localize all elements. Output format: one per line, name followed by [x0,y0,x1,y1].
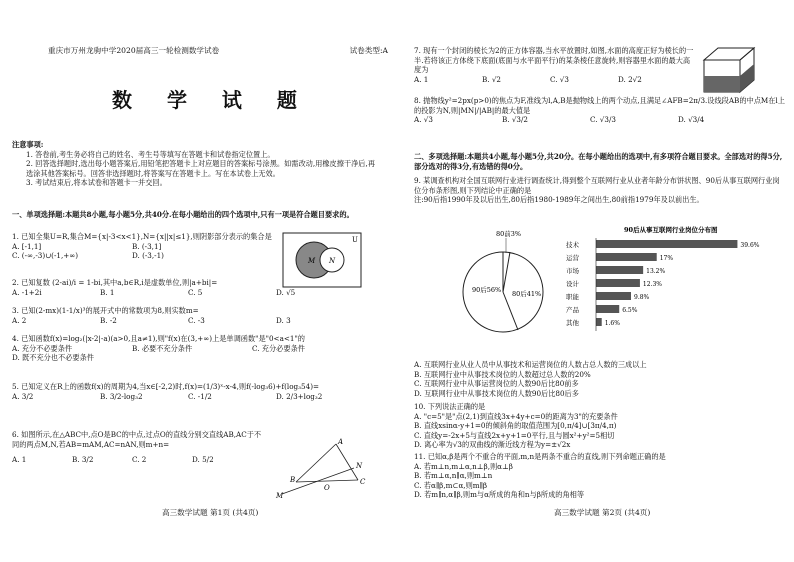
bar [596,305,619,313]
bar-category-label: 设计 [566,280,579,288]
question-text: 11. 已知α,β是两个不重合的平面,m,n是两条不重合的直线,则下列命题正确的是 [414,452,666,461]
option: B. 3/2 [72,455,94,465]
question-11 [414,452,786,500]
bar-value-label: 39.6% [740,242,760,249]
option: A. 充分不必要条件 [12,343,73,353]
question-text: 7. 现有一个封闭的棱长为2的正方体容器,当水平放置时,如图,水面的高度正好为棱长的一半.若将该正方体绕下底面(底面与水平面平行)的某条棱任意旋转,则容器里水面的最大高度为 [414,46,694,75]
footer-page-2: 高三数学试题 第2页 (共4页) [554,508,651,517]
age-pie-chart [458,226,548,356]
option: B. 直线xsinα-y+1=0的倾斜角的取值范围为[0,π/4]∪[3π/4,π) [414,421,617,431]
section-2-heading: 二、多项选择题:本题共4小题,每小题5分,共20分。在每小题给出的选项中,有多项符合题目要求。全部选对的得5分,部分选对的得3分,有选错的得0分。 [414,152,783,171]
notice-item: 1. 答卷前,考生务必将自己的姓名、考生号等填写在答题卡和试卷指定位置上。 [26,149,275,159]
option: B. √2 [482,74,502,84]
label-m: M [276,492,284,498]
triangle-figure [274,438,374,498]
option: A. [-1,1] [12,241,42,251]
bar-value-label: 1.6% [604,320,620,327]
option: D. √5 [276,287,296,297]
paper-type: 试卷类型:A [349,46,388,55]
option: C. 5 [188,287,203,297]
option: B. √3/2 [502,115,528,125]
option: D. (-3,-1) [132,251,164,261]
bar [596,318,602,326]
bar [596,292,631,300]
chart-title: 90后从事互联网行业岗位分布图 [624,226,718,234]
question-4 [12,334,382,363]
bar-category-label: 职能 [566,293,579,301]
option: A. 3/2 [12,391,34,401]
question-7 [414,46,696,84]
option: D. 2√2 [618,74,642,84]
question-2 [12,278,382,297]
bar-category-label: 技术 [566,241,579,249]
question-text: 8. 抛物线y²=2px(p>0)的焦点为F,准线为l,A,B是抛物线上的两个动点,且满足∠AFB=2π/3.设线段AB的中点M在l上的投影为N,则|MN|/|AB|的最大值是 [414,96,785,115]
job-bar-chart [564,226,794,338]
option: D. 若m∥n,α∥β,则m与α所成的角和n与β所成的角相等 [414,490,585,500]
footer-page-1: 高三数学试题 第1页 (共4页) [162,508,259,517]
question-5 [12,382,382,401]
page-2 [414,0,794,562]
notice-item: 3. 考试结束后,将本试卷和答题卡一并交回。 [26,178,167,188]
option: D. 既不充分也不必要条件 [12,353,94,363]
venn-label-n: N [329,257,336,265]
question-text: 1. 已知全集U=R,集合M={x|-3<x<1},N={x||x|≤1},则阴影部分表示的集合是 [12,232,272,241]
option: B. 必要不充分条件 [132,343,193,353]
option: D. 互联网行业中从事技术岗位的人数90后比80后多 [414,388,579,398]
pie-label-90s: 90后56% [472,286,502,294]
bar [596,266,643,274]
bar-category-label: 运营 [566,254,579,262]
notice-heading: 注意事项: [12,140,44,149]
page-title: 数 学 试 题 [112,88,311,112]
option: A. √3 [414,115,433,125]
option: A. 互联网行业从业人员中从事技术和运营岗位的人数占总人数的三成以上 [414,360,647,369]
option: C. -1/2 [188,391,212,401]
bar-category-label: 产品 [566,306,579,314]
bar-value-label: 6.5% [622,307,638,314]
label-o: O [324,484,330,492]
pie-label-80s: 80后41% [512,290,542,298]
option: C. √3 [550,74,569,84]
option: C. 互联网行业中从事运营岗位的人数90后比80前多 [414,379,579,389]
option: B. -2 [100,315,117,325]
option: C. 充分必要条件 [252,343,305,353]
venn-label-u: U [352,236,358,244]
option: B. 若m⊥α,n∥α,则m⊥n [414,471,493,481]
option: A. -1+2i [12,287,42,297]
question-8 [414,96,786,125]
cube-figure [700,46,760,94]
notice-item: 2. 回答选择题时,选出每小题答案后,用铅笔把答题卡上对应题目的答案标号涂黑。如需改动,用橡皮擦干净后,再选涂其他答案标号。回答非选择题时,将答案写在答题卡上。写在本试卷上无效。 [26,159,375,178]
school-title: 重庆市万州龙驹中学2020届高三一轮检测数学试卷 [48,46,220,55]
option: D. √3/4 [678,115,705,125]
question-text: 5. 已知定义在R上的函数f(x)的周期为4,当x∈[-2,2)时,f(x)=(1/3)ˣ-x-4,则f(-log₃6)+f(log₃54)= [12,382,320,391]
option: C. √3/3 [590,115,616,125]
notice [12,140,382,188]
section-1-heading: 一、单项选择题:本题共8小题,每小题5分,共40分.在每小题给出的四个选项中,只有一项是符合题目要求的。 [12,210,354,219]
pie-label-80-before: 80前3% [496,230,522,238]
bar [596,279,640,287]
option: A. "c=5"是"点(2,1)到直线3x+4y+c=0的距离为3"的充要条件 [414,411,618,421]
question-text: 6. 如图所示,在△ABC中,点O是BC的中点,过点O的直线分别交直线AB,AC于不同的两点M,N,若AB=mAM,AC=nAN,则m+n= [12,430,262,449]
question-3 [12,306,382,325]
bar-value-label: 9.8% [634,294,650,301]
option: B. 3/2-log₃2 [100,391,143,401]
option: A. 1 [414,74,429,84]
label-n: N [356,462,363,470]
venn-label-m: M [308,257,316,265]
option: C. -3 [188,315,205,325]
question-text: 2. 已知复数 (2-ai)/i = 1-bi,其中a,b∈R,i是虚数单位,则|a+bi|= [12,278,218,287]
bar-value-label: 13.2% [646,268,666,275]
label-b: B [290,476,296,484]
question-1 [12,232,274,261]
label-a: A [338,438,344,446]
option: A. 若m⊥n,m⊥α,n⊥β,则α⊥β [414,461,513,471]
option: B. 互联网行业中从事技术岗位的人数超过总人数的20% [414,369,591,379]
option: D. 5/2 [192,455,214,465]
option: B. (-3,1] [132,241,162,251]
question-9 [414,176,786,205]
page-1 [12,0,392,562]
bar [596,253,657,261]
bar [596,240,737,248]
option: A. 2 [12,315,27,325]
question-6 [12,430,262,465]
label-c: C [360,478,366,486]
question-text: 10. 下列说法正确的是 [414,402,486,411]
question-text: 4. 已知函数f(x)=log₂(|x-2|-a)(a>0,且a≠1),则"f(x)在(3,+∞)上是单调函数"是"0<a<1"的 [12,334,305,343]
question-9-options [414,360,786,398]
header [48,46,388,56]
option: D. 离心率为√3的双曲线的渐近线方程为y=±√2x [414,440,571,450]
option: C. 若α∥β,m⊂α,则m∥β [414,480,488,490]
question-text: 9. 某调查机构对全国互联网行业进行调查统计,得到整个互联网行业从业者年龄分布饼状图、90后从事互联网行业岗位分布条形图,则下列结论中正确的是 [414,176,780,195]
question-10 [414,402,786,450]
question-note: 注:90后指1990年及以后出生,80后指1980-1989年之间出生,80前指1979年及以前出生。 [414,195,704,205]
bar-value-label: 17% [659,255,674,262]
bar-category-label: 其他 [566,319,579,327]
option: C. 直线y=-2x+5与直线2x+y+1=0平行,且与圆x²+y²=5相切 [414,430,615,440]
option: C. 2 [132,455,147,465]
option: C. (-∞,-3)∪(-1,+∞) [12,251,79,261]
option: A. 1 [12,455,27,465]
bar-value-label: 12.3% [642,281,662,288]
option: B. 1 [100,287,115,297]
question-text: 3. 已知(2-mx)(1-1/x)³的展开式中的常数项为8,则实数m= [12,306,199,315]
bar-category-label: 市场 [566,267,579,275]
option: D. 2/3+log₃2 [276,391,323,401]
option: D. 3 [276,315,291,325]
